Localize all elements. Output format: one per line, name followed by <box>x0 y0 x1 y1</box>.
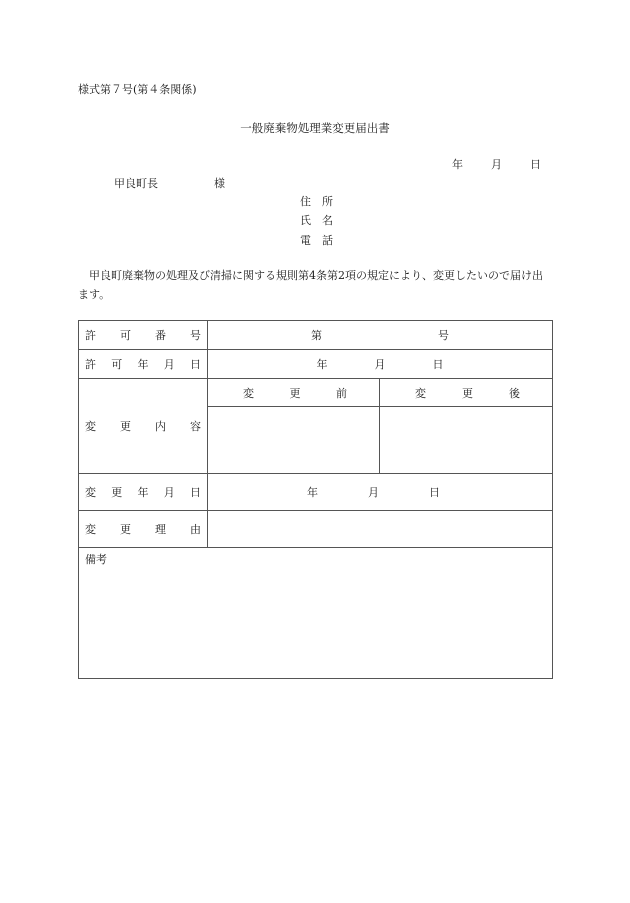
change-reason-label: 変 更 理 由 <box>85 523 201 536</box>
document-title: 一般廃棄物処理業変更届出書 <box>240 121 390 135</box>
permit-number-row <box>79 321 553 350</box>
change-form-table <box>78 320 553 679</box>
permit-date-row <box>79 350 553 379</box>
date-day: 日 <box>530 158 541 171</box>
remarks-row <box>79 548 553 679</box>
permit-date-label: 許 可 年 月 日 <box>85 358 201 371</box>
before-header: 変 更 前 <box>208 379 380 407</box>
change-content-header-row <box>79 379 553 407</box>
after-header: 変 更 後 <box>380 379 553 407</box>
addressee-name: 甲良町長 <box>114 177 158 190</box>
date-year: 年 <box>452 158 463 171</box>
change-date-label: 変 更 年 月 日 <box>85 486 201 499</box>
name-label: 氏 名 <box>300 214 333 227</box>
submission-date <box>452 156 541 172</box>
phone-label: 電 話 <box>300 234 333 247</box>
remarks-cell[interactable] <box>79 548 553 679</box>
address-label: 住 所 <box>300 195 333 208</box>
permit-number-label: 許 可 番 号 <box>85 329 201 342</box>
permit-date-value[interactable]: 年 月 日 <box>208 350 553 379</box>
change-reason-value[interactable] <box>208 511 553 548</box>
body-text: 甲良町廃棄物の処理及び清掃に関する規則第4条第2項の規定により、変更したいので届け出ます。 <box>78 269 543 301</box>
remarks-label: 備考 <box>85 553 107 566</box>
after-content-cell[interactable] <box>380 407 553 474</box>
date-month: 月 <box>491 158 502 171</box>
change-date-row <box>79 474 553 511</box>
change-content-label: 変 更 内 容 <box>85 420 201 433</box>
change-reason-row <box>79 511 553 548</box>
form-number: 様式第７号(第４条関係) <box>78 83 197 96</box>
before-content-cell[interactable] <box>208 407 380 474</box>
change-date-value[interactable]: 年 月 日 <box>208 474 553 511</box>
addressee <box>114 175 225 191</box>
addressee-honorific: 様 <box>214 177 225 190</box>
permit-number-value[interactable]: 第 号 <box>208 321 553 350</box>
